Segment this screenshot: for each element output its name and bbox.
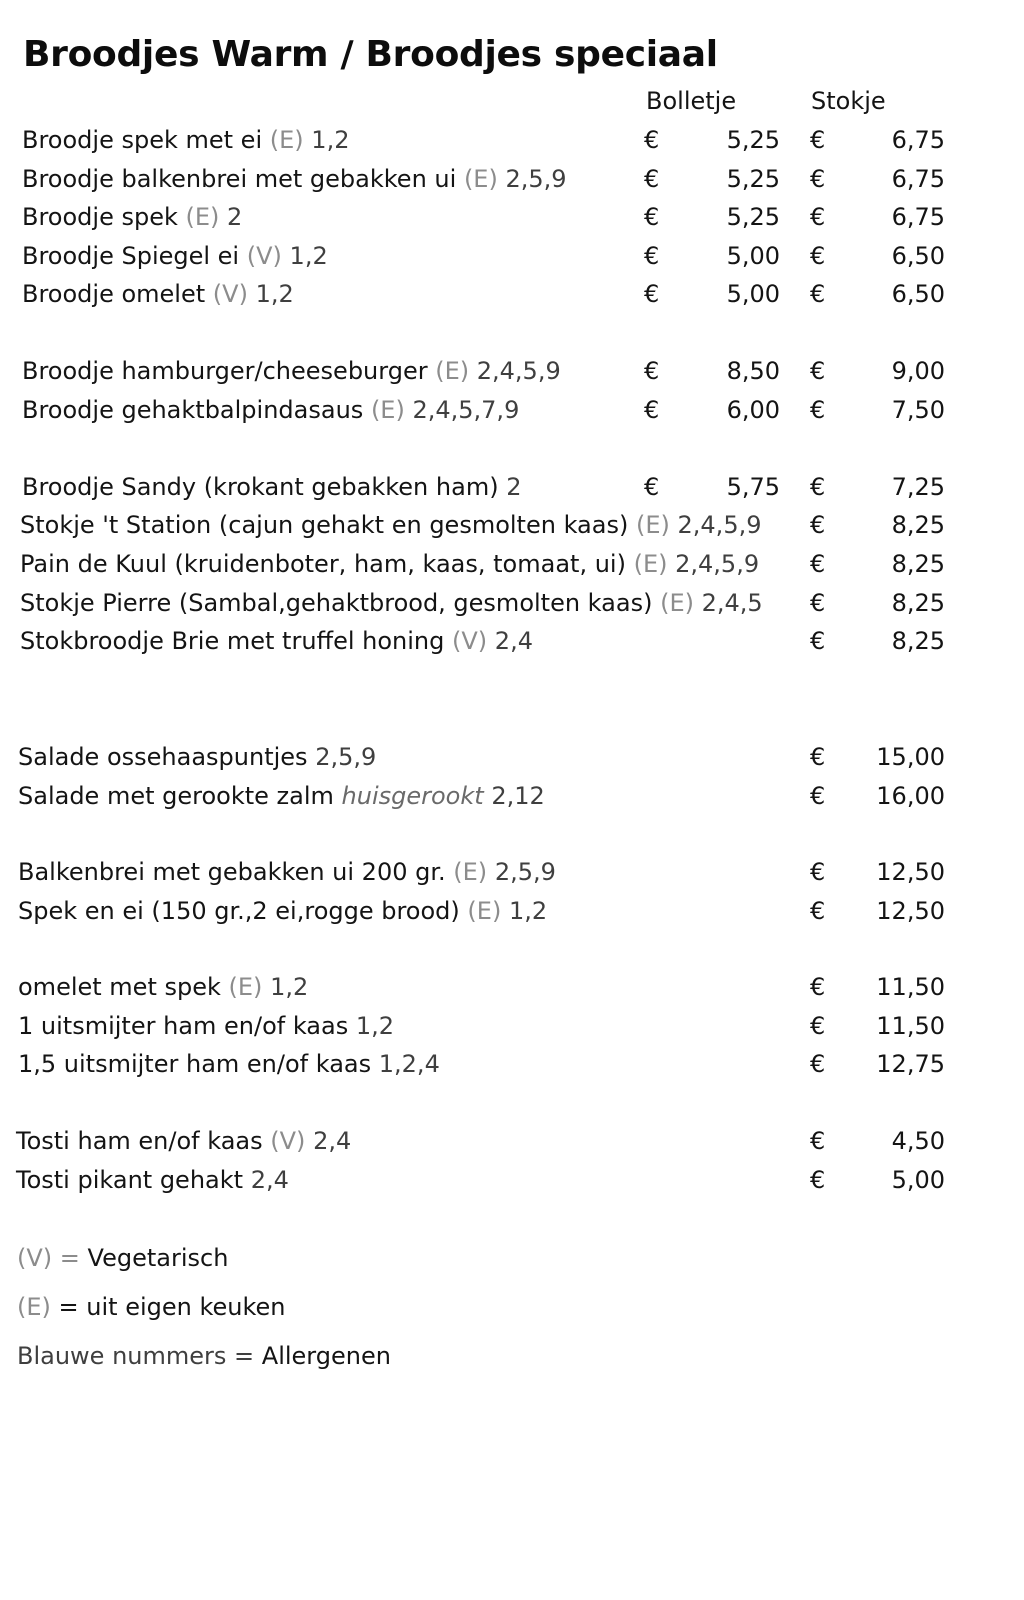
menu-item-row (0, 1122, 1024, 1160)
price-stokje: 12,75 (876, 1050, 945, 1078)
menu-item-label (16, 1122, 351, 1160)
price-bolletje: 5,25 (726, 165, 780, 193)
item-tag: (V) (246, 242, 282, 270)
menu-item-row (0, 968, 1024, 1006)
legend-vegetarian (17, 1244, 228, 1272)
item-allergens: 2,4 (250, 1166, 289, 1194)
menu-item-row (0, 853, 1024, 891)
menu-item-row (0, 1007, 1024, 1045)
price-bolletje: 8,50 (726, 357, 780, 385)
page-title: Broodjes Warm / Broodjes speciaal (23, 34, 718, 75)
item-allergens: 1,2 (270, 973, 309, 1001)
price-stokje: 16,00 (876, 782, 945, 810)
menu-item-row (0, 352, 1024, 390)
item-tag: (E) (370, 396, 405, 424)
item-name: Broodje gehaktbalpindasaus (22, 396, 364, 424)
euro-sign: € (810, 357, 826, 385)
euro-sign: € (644, 473, 660, 501)
item-tag: (E) (269, 126, 304, 154)
item-name: Salade ossehaaspuntjes (18, 743, 308, 771)
menu-item-label (20, 506, 761, 544)
item-name: Stokje 't Station (cajun gehakt en gesmolten kaas) (20, 511, 629, 539)
menu-item-label (20, 622, 533, 660)
euro-sign: € (810, 1166, 826, 1194)
euro-sign: € (644, 280, 660, 308)
item-allergens: 2,4,5,9 (677, 511, 762, 539)
price-bolletje: 5,25 (726, 203, 780, 231)
item-tag: (E) (660, 589, 694, 617)
item-tag: (E) (453, 858, 488, 886)
menu-item-label (22, 160, 567, 198)
item-allergens: 2,4,5,9 (476, 357, 561, 385)
item-allergens: 2,5,9 (505, 165, 567, 193)
menu-item-row (0, 584, 1024, 622)
price-stokje: 8,25 (891, 627, 945, 655)
item-name: Broodje hamburger/cheeseburger (22, 357, 428, 385)
price-stokje: 11,50 (876, 1012, 945, 1040)
menu-item-label (22, 352, 561, 390)
menu-item-label (16, 1161, 289, 1199)
menu-item-label (18, 777, 545, 815)
item-name: Tosti pikant gehakt (16, 1166, 244, 1194)
menu-item-label (20, 545, 759, 583)
price-stokje: 8,25 (891, 550, 945, 578)
menu-item-label (18, 892, 547, 930)
item-allergens: 1,2 (255, 280, 294, 308)
item-allergens: 2,4,5,7,9 (412, 396, 520, 424)
item-tag: (E) (435, 357, 470, 385)
item-tag: (E) (635, 511, 670, 539)
item-allergens: 2,12 (491, 782, 545, 810)
menu-item-row (0, 892, 1024, 930)
menu-item-label (22, 198, 242, 236)
legend-e-key: (E) (17, 1293, 51, 1321)
item-name: 1,5 uitsmijter ham en/of kaas (18, 1050, 372, 1078)
item-name: Broodje Sandy (krokant gebakken ham) (22, 473, 499, 501)
euro-sign: € (810, 473, 826, 501)
column-header-bolletje: Bolletje (646, 87, 737, 115)
menu-item-row (0, 160, 1024, 198)
price-stokje: 6,75 (891, 203, 945, 231)
item-allergens: 1,2 (355, 1012, 395, 1040)
item-tag: (E) (467, 897, 502, 925)
menu-item-row (0, 738, 1024, 776)
item-name: omelet met spek (18, 973, 221, 1001)
item-name: Tosti ham en/of kaas (16, 1127, 263, 1155)
euro-sign: € (810, 1127, 826, 1155)
euro-sign: € (644, 242, 660, 270)
column-header-stokje: Stokje (811, 87, 886, 115)
item-allergens: 2,4 (494, 627, 533, 655)
price-stokje: 5,00 (891, 1166, 945, 1194)
item-note: huisgerookt (341, 782, 484, 810)
menu-item-label (18, 853, 556, 891)
price-stokje: 7,50 (891, 396, 945, 424)
euro-sign: € (810, 280, 826, 308)
legend-allergens (17, 1342, 391, 1370)
item-name: Broodje spek (22, 203, 178, 231)
menu-item-row (0, 237, 1024, 275)
item-name: Broodje Spiegel ei (22, 242, 240, 270)
item-tag: (V) (270, 1127, 306, 1155)
item-name: Balkenbrei met gebakken ui 200 gr. (18, 858, 446, 886)
euro-sign: € (810, 511, 826, 539)
menu-item-label (22, 237, 328, 275)
legend-b-key: Blauwe nummers = (17, 1342, 255, 1370)
item-allergens: 2 (227, 203, 243, 231)
euro-sign: € (810, 126, 826, 154)
menu-item-row (0, 1161, 1024, 1199)
menu-item-label (18, 1007, 394, 1045)
item-tag: (V) (452, 627, 488, 655)
item-tag: (E) (633, 550, 668, 578)
menu-item-label (18, 968, 308, 1006)
item-name: 1 uitsmijter ham en/of kaas (18, 1012, 349, 1040)
price-stokje: 6,75 (891, 165, 945, 193)
euro-sign: € (810, 858, 826, 886)
item-allergens: 2 (506, 473, 522, 501)
menu-item-label (18, 738, 376, 776)
item-name: Pain de Kuul (kruidenboter, ham, kaas, tomaat, ui) (20, 550, 626, 578)
price-bolletje: 6,00 (726, 396, 780, 424)
menu-item-label (22, 121, 349, 159)
item-name: Stokje Pierre (Sambal,gehaktbrood, gesmolten kaas) (20, 589, 653, 617)
item-allergens: 2,5,9 (315, 743, 377, 771)
price-stokje: 12,50 (876, 897, 945, 925)
euro-sign: € (644, 126, 660, 154)
euro-sign: € (810, 396, 826, 424)
item-allergens: 1,2 (289, 242, 328, 270)
item-allergens: 2,5,9 (494, 858, 556, 886)
price-stokje: 11,50 (876, 973, 945, 1001)
menu-item-label (20, 584, 763, 622)
euro-sign: € (810, 242, 826, 270)
item-allergens: 2,4,5,9 (675, 550, 760, 578)
legend-b-text: Allergenen (261, 1342, 391, 1370)
menu-item-row (0, 275, 1024, 313)
item-tag: (V) (212, 280, 248, 308)
euro-sign: € (810, 165, 826, 193)
euro-sign: € (810, 782, 826, 810)
euro-sign: € (810, 203, 826, 231)
euro-sign: € (810, 627, 826, 655)
price-stokje: 6,50 (891, 242, 945, 270)
legend-own-kitchen (17, 1293, 286, 1321)
legend-v-key: (V) = (17, 1244, 80, 1272)
euro-sign: € (644, 357, 660, 385)
item-tag: (E) (228, 973, 263, 1001)
menu-item-row (0, 1045, 1024, 1083)
menu-item-label (22, 275, 294, 313)
item-name: Broodje spek met ei (22, 126, 263, 154)
price-bolletje: 5,00 (726, 242, 780, 270)
menu-item-row (0, 777, 1024, 815)
item-name: Spek en ei (150 gr.,2 ei,rogge brood) (18, 897, 460, 925)
legend-v-text: Vegetarisch (87, 1244, 229, 1272)
menu-item-label (18, 1045, 440, 1083)
item-name: Stokbroodje Brie met truffel honing (20, 627, 445, 655)
price-bolletje: 5,75 (726, 473, 780, 501)
menu-item-row (0, 468, 1024, 506)
euro-sign: € (644, 165, 660, 193)
item-name: Salade met gerookte zalm (18, 782, 334, 810)
price-stokje: 15,00 (876, 743, 945, 771)
price-stokje: 4,50 (891, 1127, 945, 1155)
menu-item-row (0, 121, 1024, 159)
item-allergens: 2,4,5 (701, 589, 763, 617)
price-bolletje: 5,00 (726, 280, 780, 308)
euro-sign: € (810, 1050, 826, 1078)
euro-sign: € (644, 396, 660, 424)
price-stokje: 12,50 (876, 858, 945, 886)
menu-item-row (0, 506, 1024, 544)
menu-item-label (22, 468, 521, 506)
item-allergens: 1,2 (508, 897, 548, 925)
euro-sign: € (644, 203, 660, 231)
item-allergens: 2,4 (313, 1127, 352, 1155)
item-tag: (E) (463, 165, 498, 193)
price-stokje: 6,75 (891, 126, 945, 154)
euro-sign: € (810, 743, 826, 771)
euro-sign: € (810, 550, 826, 578)
price-stokje: 8,25 (891, 511, 945, 539)
item-allergens: 1,2 (311, 126, 350, 154)
item-allergens: 1,2,4 (378, 1050, 440, 1078)
legend-e-text: = uit eigen keuken (58, 1293, 286, 1321)
item-name: Broodje omelet (22, 280, 206, 308)
price-bolletje: 5,25 (726, 126, 780, 154)
menu-item-row (0, 622, 1024, 660)
euro-sign: € (810, 973, 826, 1001)
item-tag: (E) (185, 203, 220, 231)
menu-item-label (22, 391, 519, 429)
price-stokje: 8,25 (891, 589, 945, 617)
item-name: Broodje balkenbrei met gebakken ui (22, 165, 457, 193)
price-stokje: 6,50 (891, 280, 945, 308)
euro-sign: € (810, 1012, 826, 1040)
euro-sign: € (810, 589, 826, 617)
price-stokje: 9,00 (891, 357, 945, 385)
menu-item-row (0, 545, 1024, 583)
euro-sign: € (810, 897, 826, 925)
menu-item-row (0, 198, 1024, 236)
menu-item-row (0, 391, 1024, 429)
price-stokje: 7,25 (891, 473, 945, 501)
